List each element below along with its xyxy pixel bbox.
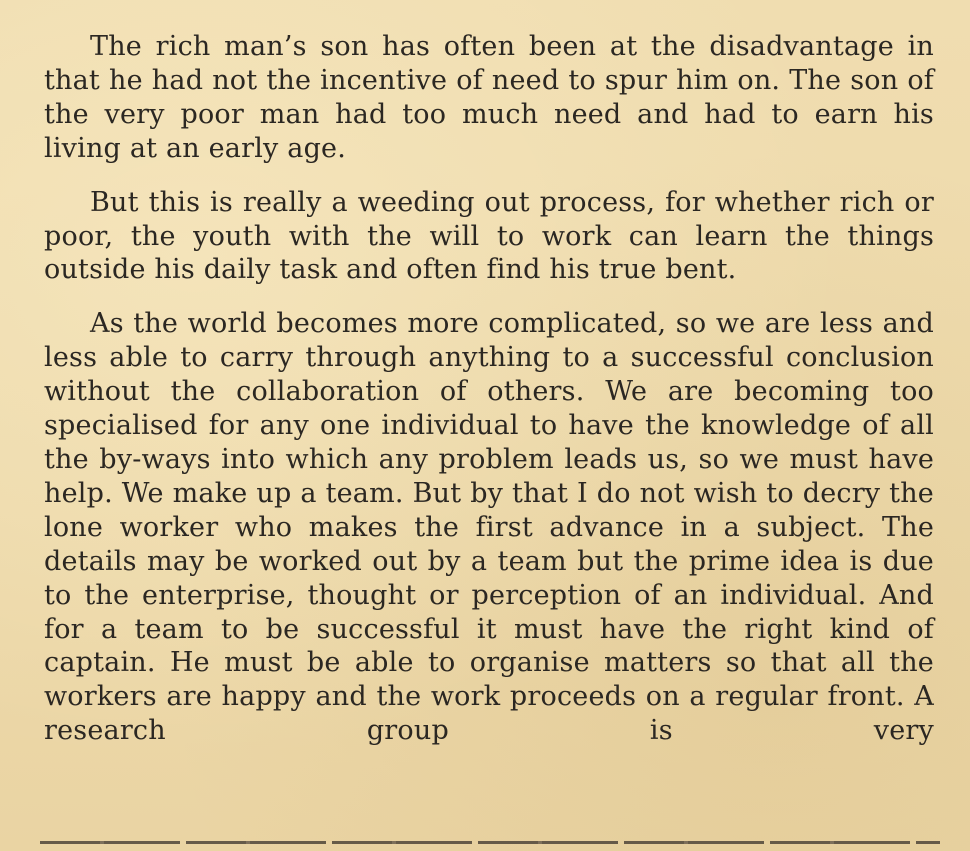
bottom-rule — [40, 841, 940, 844]
paragraph-weeding-out: But this is really a weeding out process, for whether rich or poor, the youth with the will to work can learn the things outside his daily task and often find his true bent. — [44, 186, 934, 286]
paragraph-rich-mans-son: The rich man’s son has often been at the disadvantage in that he had not the incentive of need to spur him on. The son of the very poor man had too much need and had to earn his living at an early age. — [44, 31, 934, 164]
paragraph-team-collaboration: As the world becomes more complicated, so we are less and less able to carry through anything to a successful conclusion without the collaboration of others. We are becoming too specialised for any one individual to have the knowledge of all the by-ways into which any problem leads us, so we must have help. We make up a team. But by that I do not wish to decry the lone worker who makes the first advance in a subject. The details may be worked out by a team but the prime idea is due to the enterprise, thought or perception of an individual. And for a team to be successful it must have the right kind of captain. He must be able to organise matters so that all the workers are happy and the work proceeds on a regular front. A research group is very — [44, 308, 934, 747]
article-text — [44, 30, 934, 748]
